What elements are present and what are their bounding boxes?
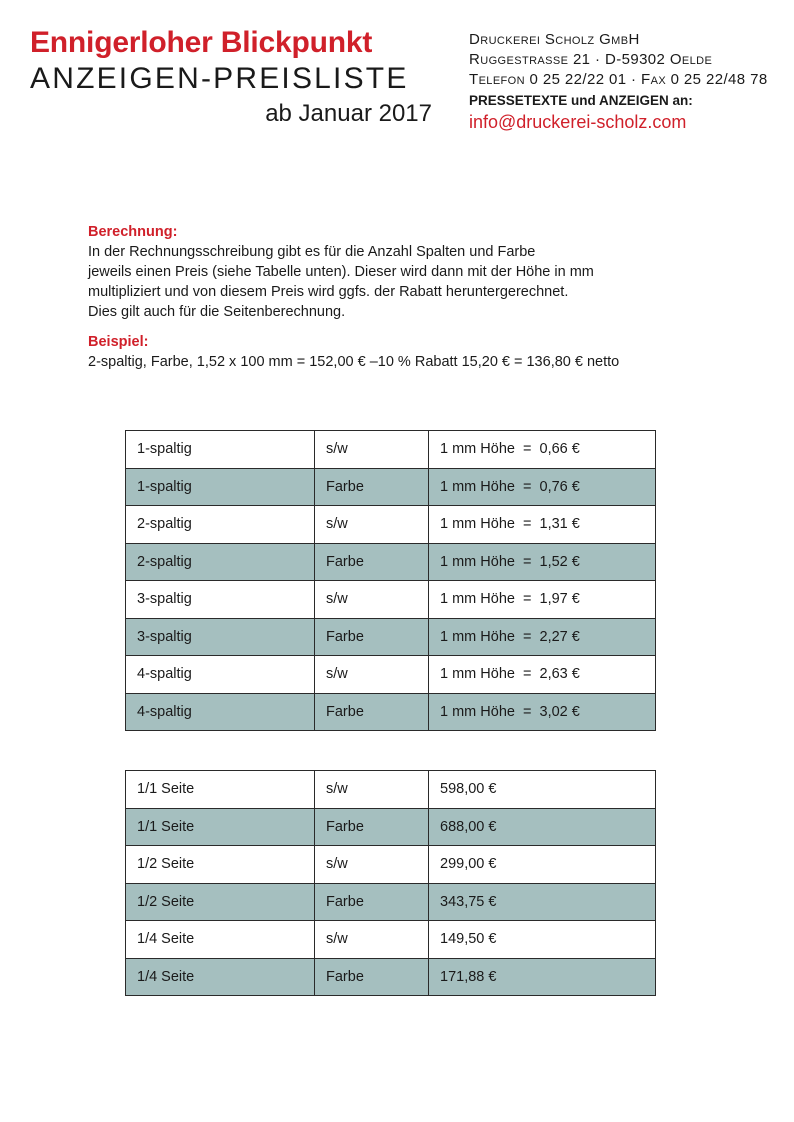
calculation-line: jeweils einen Preis (siehe Tabelle unten). Dieser wird dann mit der Höhe in mm: [88, 264, 594, 280]
table-cell-price: 149,50 €: [429, 921, 656, 959]
table-row: [126, 581, 656, 619]
company-name: Druckerei Scholz GmbH: [469, 31, 640, 48]
column-price-table: [125, 430, 656, 731]
table-cell-price: 1 mm Höhe = 1,52 €: [429, 543, 656, 581]
calculation-heading: Berechnung:: [88, 224, 178, 240]
company-info: [469, 30, 768, 133]
table-cell-color: Farbe: [315, 883, 429, 921]
table-cell-color: Farbe: [315, 543, 429, 581]
table-cell-size: 1/4 Seite: [126, 921, 315, 959]
table-cell-price: 1 mm Höhe = 1,31 €: [429, 506, 656, 544]
table-cell-color: s/w: [315, 431, 429, 469]
table-cell-columns: 4-spaltig: [126, 656, 315, 694]
company-email-link[interactable]: info@druckerei-scholz.com: [469, 112, 687, 132]
table-cell-columns: 3-spaltig: [126, 581, 315, 619]
table-row: [126, 693, 656, 731]
table-cell-columns: 4-spaltig: [126, 693, 315, 731]
table-cell-columns: 1-spaltig: [126, 431, 315, 469]
table-cell-color: s/w: [315, 656, 429, 694]
table-cell-color: Farbe: [315, 618, 429, 656]
table-cell-price: 1 mm Höhe = 0,76 €: [429, 468, 656, 506]
document-subtitle: ANZEIGEN-PREISLISTE: [30, 62, 409, 95]
table-row: [126, 958, 656, 996]
table-row: [126, 808, 656, 846]
table-row: [126, 506, 656, 544]
table-cell-price: 343,75 €: [429, 883, 656, 921]
table-cell-columns: 1-spaltig: [126, 468, 315, 506]
table-row: [126, 656, 656, 694]
calculation-line: In der Rechnungsschreibung gibt es für die Anzahl Spalten und Farbe: [88, 244, 536, 260]
table-row: [126, 618, 656, 656]
table-row: [126, 883, 656, 921]
table-cell-color: Farbe: [315, 468, 429, 506]
table-row: [126, 921, 656, 959]
document-title: Ennigerloher Blickpunkt: [30, 26, 373, 59]
calculation-line: multipliziert und von diesem Preis wird ggfs. der Rabatt heruntergerechnet.: [88, 284, 569, 300]
table-cell-price: 1 mm Höhe = 2,63 €: [429, 656, 656, 694]
table-cell-size: 1/2 Seite: [126, 846, 315, 884]
company-address: Ruggestrasse 21 · D-59302 Oelde: [469, 51, 713, 68]
table-cell-price: 1 mm Höhe = 3,02 €: [429, 693, 656, 731]
table-cell-color: Farbe: [315, 693, 429, 731]
table-cell-columns: 2-spaltig: [126, 506, 315, 544]
table-cell-size: 1/1 Seite: [126, 808, 315, 846]
table-cell-price: 1 mm Höhe = 1,97 €: [429, 581, 656, 619]
valid-from-date: ab Januar 2017: [265, 100, 432, 127]
example-text: 2-spaltig, Farbe, 1,52 x 100 mm = 152,00 € –10 % Rabatt 15,20 € = 136,80 € netto: [88, 354, 620, 370]
table-cell-size: 1/4 Seite: [126, 958, 315, 996]
table-cell-size: 1/2 Seite: [126, 883, 315, 921]
table-row: [126, 468, 656, 506]
table-row: [126, 543, 656, 581]
table-cell-color: s/w: [315, 581, 429, 619]
table-cell-color: s/w: [315, 921, 429, 959]
table-cell-columns: 3-spaltig: [126, 618, 315, 656]
table-cell-price: 299,00 €: [429, 846, 656, 884]
calculation-line: Dies gilt auch für die Seitenberechnung.: [88, 304, 346, 320]
example-heading: Beispiel:: [88, 334, 149, 350]
table-row: [126, 771, 656, 809]
table-cell-color: s/w: [315, 771, 429, 809]
table-cell-color: s/w: [315, 846, 429, 884]
table-row: [126, 431, 656, 469]
submission-label: PRESSETEXTE und ANZEIGEN an:: [469, 93, 693, 108]
table-cell-color: Farbe: [315, 958, 429, 996]
table-cell-color: s/w: [315, 506, 429, 544]
table-cell-price: 1 mm Höhe = 2,27 €: [429, 618, 656, 656]
table-cell-price: 598,00 €: [429, 771, 656, 809]
table-cell-price: 171,88 €: [429, 958, 656, 996]
table-cell-size: 1/1 Seite: [126, 771, 315, 809]
company-contact: Telefon 0 25 22/22 01 · Fax 0 25 22/48 78: [469, 71, 768, 88]
table-cell-columns: 2-spaltig: [126, 543, 315, 581]
table-row: [126, 846, 656, 884]
table-cell-price: 688,00 €: [429, 808, 656, 846]
table-cell-color: Farbe: [315, 808, 429, 846]
calculation-section: [88, 222, 619, 372]
page-price-table: [125, 770, 656, 996]
table-cell-price: 1 mm Höhe = 0,66 €: [429, 431, 656, 469]
